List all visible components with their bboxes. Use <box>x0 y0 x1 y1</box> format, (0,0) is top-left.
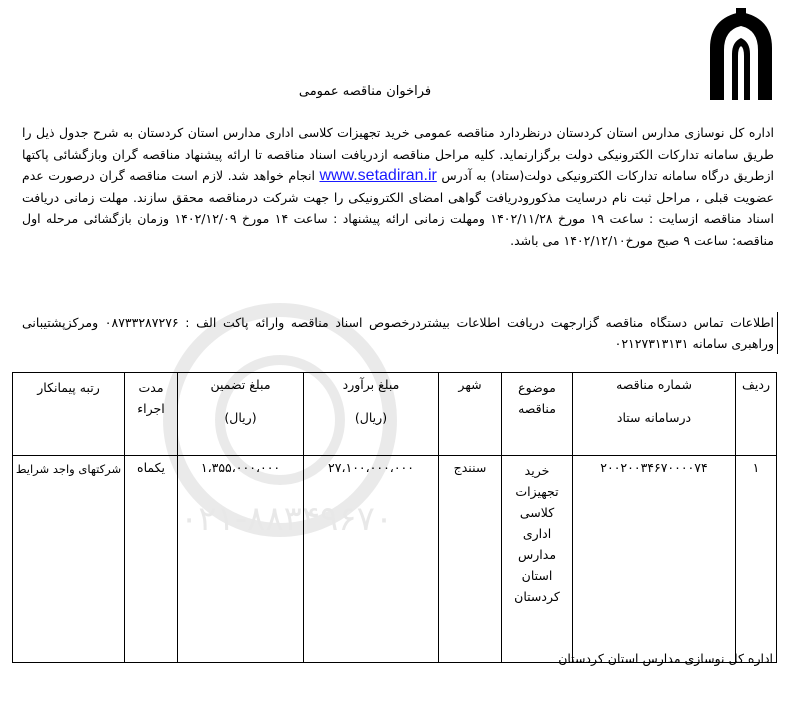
body-text-part2: انجام خواهد شد. لازم است مناقصه گران درصورت عدم عضویت قبلی ، مراحل ثبت نام درسایت مذکورودریافت گواهی امضای الکترونیکی را جهت شرکت درمناقصه محقق سازند. مهلت زمانی دریافت اسناد مناقصه ازسایت : ساعت ۱۹ مورخ ۱۴۰۲/۱۱/۲۸ ومهلت زمانی ارائه پیشنهاد : ساعت ۱۴ مورخ ۱۴۰۲/۱۲/۰۹ وزمان بازگشائی مرحله اول مناقصه: ساعت ۹ صبح مورخ۱۴۰۲/۱۲/۱۰ می باشد. <box>22 168 774 248</box>
header-estimate-label: مبلغ برآورد <box>342 377 400 392</box>
table-row <box>13 456 777 663</box>
body-text-part1: اداره کل نوسازی مدارس استان کردستان درنظردارد مناقصه عمومی خرید تجهیزات کلاسی اداری مدارس استان کردستان به شرح جدول ذیل را طریق سامانه تدارکات الکترونیکی دولت برگزارنماید. کلیه مراحل مناقصه ازدریافت اسناد مناقصه تا ارائه پیشنهاد مناقصه گران وبازگشائی پاکتها ازطریق درگاه سامانه تدارکات الکترونیکی دولت(ستاد) به آدرس <box>22 125 774 183</box>
emblem-logo <box>706 8 776 100</box>
contact-info: اطلاعات تماس دستگاه مناقصه گزارجهت دریافت اطلاعات بیشتردرخصوص اسناد مناقصه وارائه پاکت الف : ۰۸۷۳۳۲۸۷۲۷۶ ومرکزپشتیبانی وراهبری سامانه ۰۲۱۲۷۳۱۳۱۳۱ <box>22 312 778 354</box>
header-guarantee-label: مبلغ تضمین <box>210 377 271 392</box>
header-rank: رتبه پیمانکار <box>13 373 125 456</box>
header-city: شهر <box>439 373 502 456</box>
cell-city: سنندج <box>439 456 502 663</box>
header-guarantee-unit: (ریال) <box>224 410 257 425</box>
header-tender-no <box>573 373 736 456</box>
footer-signature: اداره کل نوسازی مدارس استان کردستان <box>558 651 773 666</box>
cell-row-num: ۱ <box>736 456 777 663</box>
page-title: فراخوان مناقصه عمومی <box>298 84 432 99</box>
header-guarantee <box>178 373 304 456</box>
cell-guarantee: ۱،۳۵۵،۰۰۰،۰۰۰ <box>178 456 304 663</box>
cell-subject: خرید تجهیزات کلاسی اداری مدارس استان کردستان <box>502 456 573 663</box>
cell-tender-no: ۲۰۰۲۰۰۳۴۶۷۰۰۰۰۷۴ <box>573 456 736 663</box>
setadiran-link[interactable]: www.setadiran.ir <box>319 167 437 184</box>
table-header-row <box>13 373 777 456</box>
header-duration: مدت اجراء <box>125 373 178 456</box>
announcement-body <box>22 122 774 251</box>
cell-estimate: ۲۷،۱۰۰،۰۰۰،۰۰۰ <box>304 456 439 663</box>
header-tender-no-sub: درسامانه ستاد <box>616 410 692 425</box>
cell-rank: شرکتهای واجد شرایط <box>13 456 125 663</box>
tender-table <box>12 372 777 663</box>
header-subject: موضوع مناقصه <box>502 373 573 456</box>
header-tender-no-label: شماره مناقصه <box>616 377 692 392</box>
cell-duration: یکماه <box>125 456 178 663</box>
header-estimate-unit: (ریال) <box>354 410 388 425</box>
header-estimate <box>304 373 439 456</box>
watermark-text: ۰۲۱-۸۸۳۴۹۶۷۰ <box>180 499 394 539</box>
header-row-num: ردیف <box>736 373 777 456</box>
